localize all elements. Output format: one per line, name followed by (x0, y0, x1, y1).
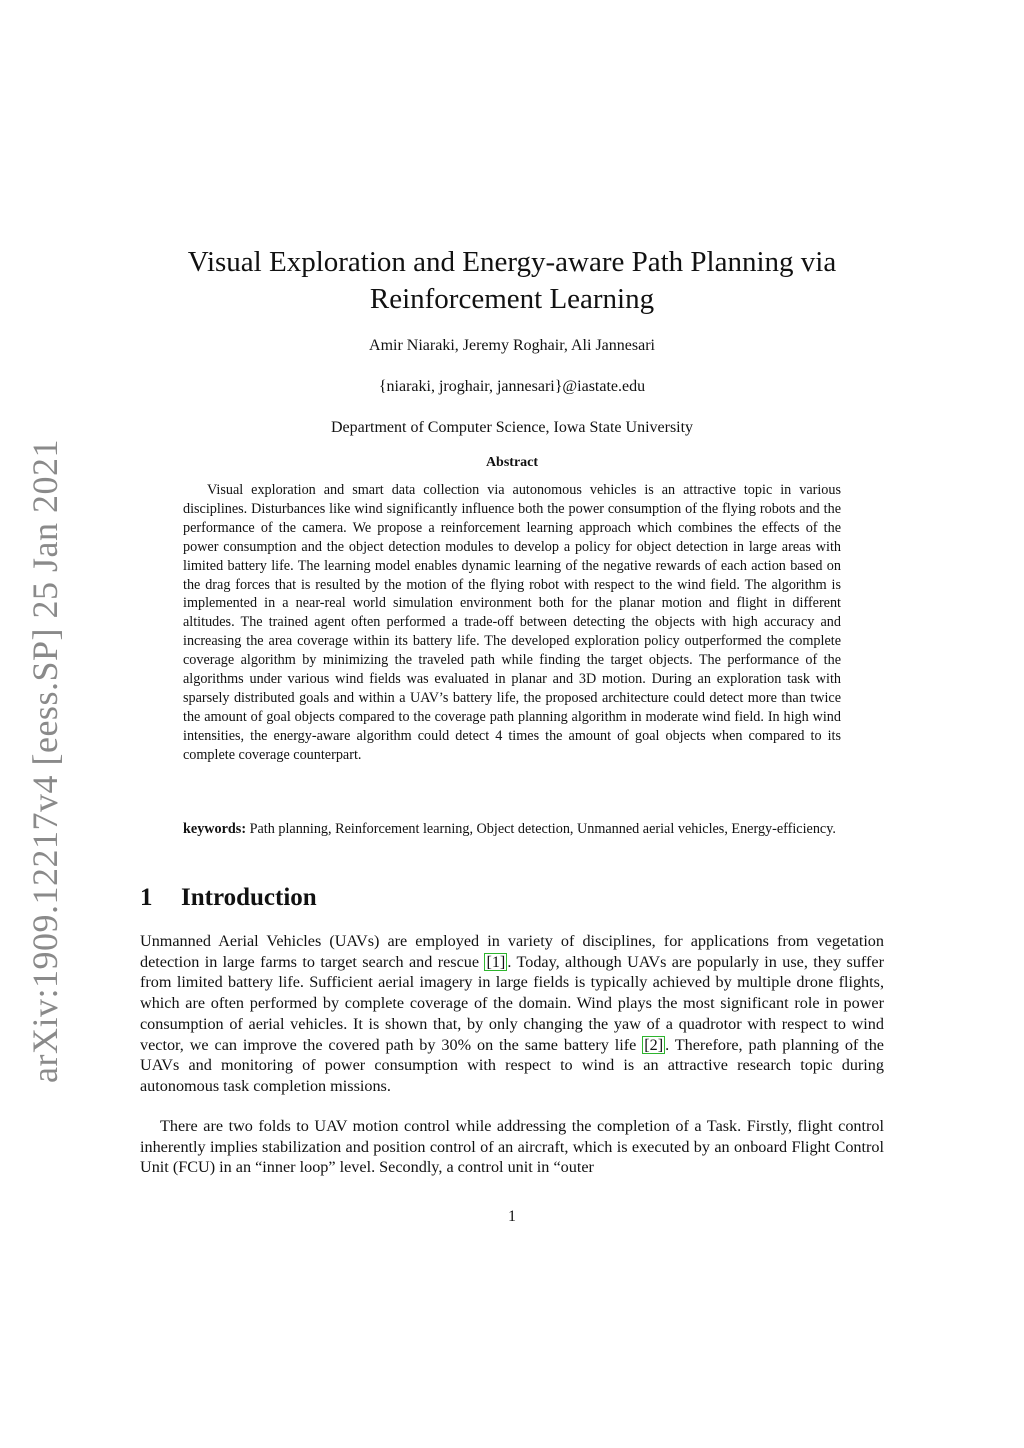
intro-paragraph-2: There are two folds to UAV motion control while addressing the completion of a Task. Firstly, flight control inherently implies stabilization and position control of an aircraft, which is executed by an onboard Flight Control Unit (FCU) in an “inner loop” level. Secondly, a control unit in “outer (140, 1117, 884, 1177)
arxiv-stamp (23, 439, 67, 1083)
page-number: 1 (508, 1208, 516, 1225)
citation-link-1[interactable]: [1] (486, 952, 506, 971)
paper-title: Visual Exploration and Energy-aware Path Planning via Reinforcement Learning (187, 246, 837, 315)
abstract-heading: Abstract (485, 455, 539, 470)
intro-p1-part-c: . Therefore, path planning of the UAVs and monitoring of power consumption with respect to wind is an attractive research topic during autonomous task completion missions. (140, 1035, 884, 1095)
affiliation: Department of Computer Science, Iowa State University (330, 419, 694, 436)
section-heading-introduction (140, 884, 884, 912)
section-number: 1 (140, 884, 153, 911)
author-emails: {niaraki, jroghair, jannesari}@iastate.edu (378, 378, 646, 395)
section-title: Introduction (181, 884, 317, 911)
intro-paragraph-1 (140, 931, 884, 1097)
arxiv-stamp-text: arXiv:1909.12217v4 [eess.SP] 25 Jan 2021 (25, 439, 66, 1083)
intro-p1-part-b: . Today, although UAVs are popularly in use, they suffer from limited battery life. Sufficient aerial imagery in large fields is typically achieved by multiple drone flights, which are often performed by complete coverage of the domain. Wind plays the most significant role in power consumption of aerial vehicles. It is shown that, by only changing the yaw of a quadrotor with respect to wind vector, we can improve the covered path by 30% on the same battery life (140, 952, 884, 1054)
keywords-label: keywords: (183, 821, 247, 837)
author-list: Amir Niaraki, Jeremy Roghair, Ali Jannesari (369, 337, 655, 354)
abstract-text: Visual exploration and smart data collection via autonomous vehicles is an attractive topic in various disciplines. Disturbances like wind significantly influence both the power consumption of the flying robots and the performance of the camera. We propose a reinforcement learning approach which combines the effects of the power consumption and the object detection modules to develop a policy for object detection in large areas with limited battery life. The learning model enables dynamic learning of the negative rewards of each action based on the drag forces that is resulted by the motion of the flying robot with respect to the wind field. The algorithm is implemented in a near-real world simulation environment both for the planar motion and flight in different altitudes. The trained agent often performed a trade-off between detecting the objects with high accuracy and increasing the area coverage within its battery life. The developed exploration policy outperformed the complete coverage algorithm by minimizing the traveled path while finding the target objects. The performance of the algorithms under various wind fields was evaluated in planar and 3D motion. During an exploration task with sparsely distributed goals and within a UAV’s battery life, the proposed architecture could detect more than twice the amount of goal objects compared to the coverage path planning algorithm in moderate wind field. In high wind intensities, the energy-aware algorithm could detect 4 times the amount of goal objects when compared to its complete coverage counterpart. (183, 482, 841, 763)
keywords-text: Path planning, Reinforcement learning, Object detection, Unmanned aerial vehicles, Energy-efficiency. (249, 821, 836, 837)
keywords (183, 820, 841, 839)
citation-link-2[interactable]: [2] (644, 1035, 664, 1054)
intro-p1-part-a: Unmanned Aerial Vehicles (UAVs) are employed in variety of disciplines, for applications from vegetation detection in large farms to target search and rescue (140, 932, 884, 971)
